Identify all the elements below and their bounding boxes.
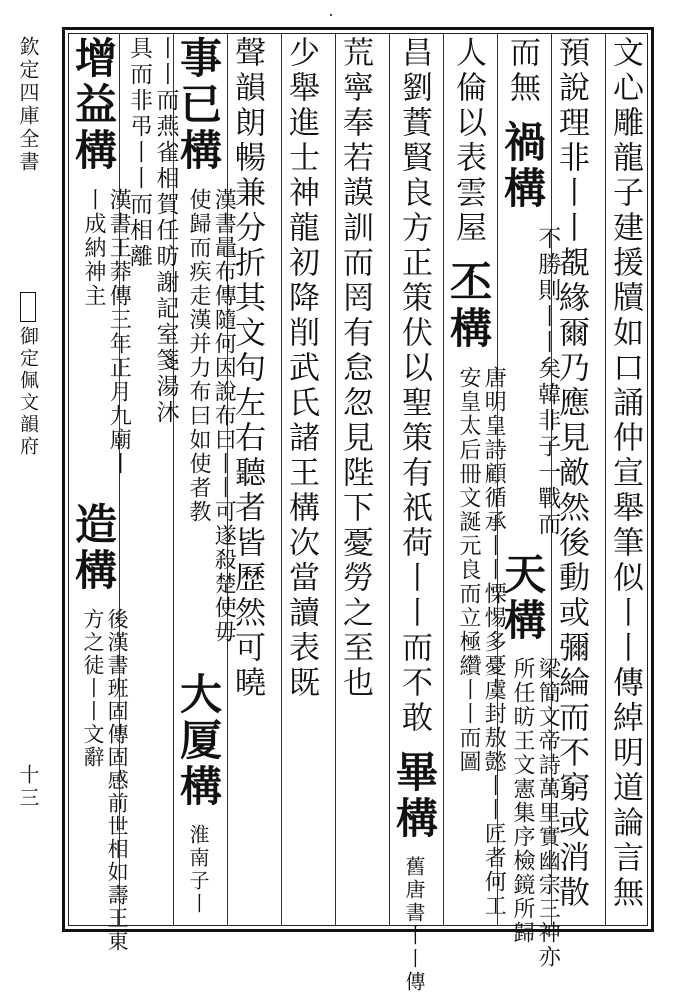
ink-speck	[330, 14, 332, 16]
margin-book-title: 御定佩文韻府	[17, 326, 39, 458]
annotation-left: 不勝則丨丨矣	[534, 225, 561, 382]
annotation-text: 唐明皇詩顧循承丨丨慄惕多憂虞封敖懿丨丨匠者何工安皇太后冊文誕元良而立極纘丨丨而圖	[456, 365, 507, 918]
headword: 天構	[498, 551, 547, 644]
annotation-text: 漢書鼂布傳隨何因說布曰丨丨可遂殺楚使毋使歸而疾走漢并力布曰如使者教	[186, 187, 237, 644]
column-text: 昌劉蕡賢良方正策伏以聖策有祇荷丨丨而不敢	[396, 36, 432, 736]
fish-tail-mark	[18, 290, 38, 326]
annotation-text: 淮南子丨	[186, 823, 210, 916]
headword: 禍構	[498, 119, 547, 212]
text-column-5	[390, 36, 439, 994]
column-text: 預說理非丨丨覩緣爾乃應見敵然後動或彌綸而不窮或消散	[553, 36, 589, 911]
column-divider	[335, 33, 336, 926]
margin-strip	[10, 28, 58, 932]
headword: 畢構	[390, 749, 439, 842]
column-divider	[443, 33, 444, 926]
text-column-6	[337, 36, 373, 924]
annotation-text: 丨丨而燕雀相賀任昉謝記室箋湯沐具而非弔丨丨而相離	[126, 36, 179, 426]
column-text: 而無	[504, 36, 540, 106]
annotation-text: 梁簡文帝詩萬里實幽宗三神亦所任昉王文憲集序檢鏡所歸	[510, 657, 561, 970]
text-column-3	[498, 36, 561, 970]
text-column-11	[69, 36, 132, 953]
column-text: 聲韻朗暢兼分折其文句左右聽者皆歷然可曉	[229, 36, 265, 701]
text-column-9	[174, 36, 237, 924]
annotation-text: 後漢書班固傳固感前世相如壽王東方之徒丨丨文辭	[81, 607, 130, 953]
annotation-pair	[534, 226, 560, 538]
headword: 大厦構	[174, 671, 223, 810]
text-column-7	[283, 36, 319, 924]
column-text: 文心雕龍子建援牘如口誦仲宣舉筆似丨丨傳綽明道論言無	[607, 36, 643, 911]
column-text: 人倫以表雲屋	[450, 36, 486, 246]
text-column-10	[123, 36, 178, 924]
annotation-text: 漢書王莽傳三年正月九廟丨丨成納神主	[81, 187, 132, 476]
headword: 增益構	[69, 36, 118, 174]
headword: 造構	[69, 501, 118, 594]
headword: 丕構	[444, 259, 493, 352]
column-text: 少舉進士神龍初降削武氏諸王構次當讀表既	[283, 36, 319, 701]
column-divider	[605, 33, 606, 926]
text-column-4	[444, 36, 507, 924]
column-divider	[281, 33, 282, 926]
margin-title: 欽定四庫全書	[16, 36, 40, 174]
margin-page-number: 十三	[16, 764, 40, 810]
text-column-1	[607, 36, 643, 924]
headword: 事已構	[174, 36, 223, 174]
column-text: 荒寧奉若謨訓而罔有怠忽見陛下憂勞之至也	[337, 36, 373, 701]
annotation-right: 韓非子一戰而	[534, 381, 561, 538]
annotation-text: 舊唐書丨丨傳	[402, 855, 426, 994]
